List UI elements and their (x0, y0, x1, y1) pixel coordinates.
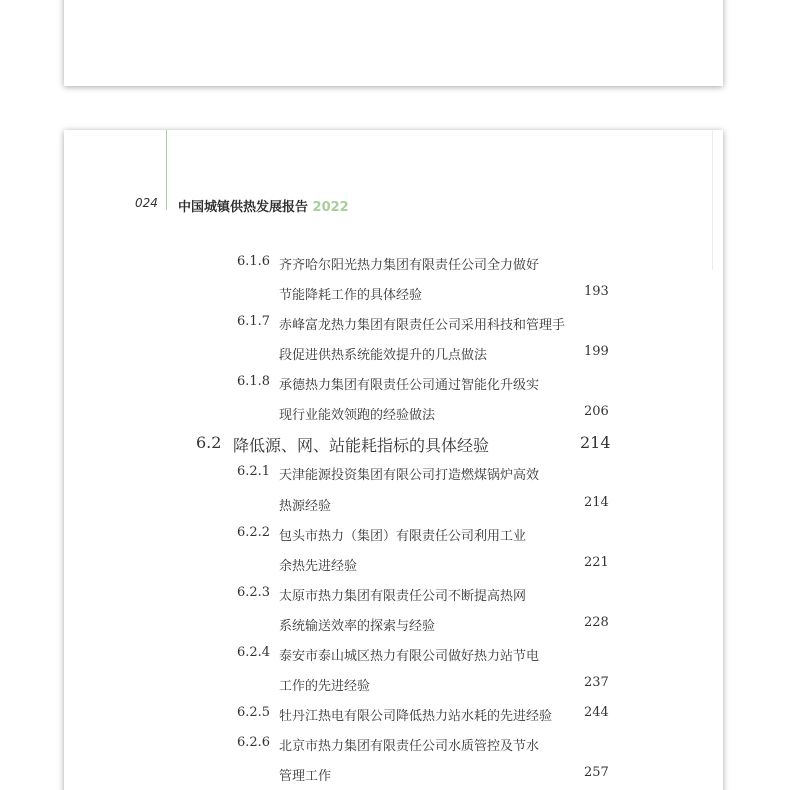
entry-title-line: 北京市热力集团有限责任公司水质管控及节水 (279, 739, 540, 754)
section-title: 降低源、网、站能耗指标的具体经验 (233, 436, 490, 455)
entry-title-line: 太原市热力集团有限责任公司不断提高热网 (279, 589, 527, 604)
entry-title-line: 赤峰富龙热力集团有限责任公司采用科技和管理手 (279, 318, 566, 333)
page-edge-line (712, 130, 713, 270)
entry-number: 6.2.4 (237, 645, 271, 660)
entry-page: 237 (584, 675, 609, 690)
entry-page: 214 (584, 495, 609, 510)
entry-page: 199 (584, 344, 609, 359)
entry-title-line: 段促进供热系统能效提升的几点做法 (279, 348, 488, 363)
entry-number: 6.1.8 (237, 374, 271, 389)
entry-number: 6.1.6 (237, 254, 271, 269)
running-head (178, 196, 349, 215)
entry-page: 221 (584, 555, 609, 570)
entry-number: 6.2.6 (237, 735, 271, 750)
report-title: 中国城镇供热发展报告 (178, 200, 309, 215)
entry-title-line: 泰安市泰山城区热力有限公司做好热力站节电 (279, 649, 540, 664)
previous-page (64, 0, 723, 86)
entry-page: 193 (584, 284, 609, 299)
entry-number: 6.2.5 (237, 705, 271, 720)
entry-page: 257 (584, 765, 609, 780)
entry-title-line: 现行业能效领跑的经验做法 (279, 408, 436, 423)
entry-title-line: 牡丹江热电有限公司降低热力站水耗的先进经验 (279, 709, 553, 724)
entry-number: 6.1.7 (237, 314, 271, 329)
page-number: 024 (135, 196, 158, 210)
current-page (64, 130, 723, 790)
entry-page: 244 (584, 705, 609, 720)
section-page: 214 (580, 433, 611, 452)
entry-title-line: 天津能源投资集团有限公司打造燃煤锅炉高效 (279, 468, 540, 483)
entry-title-line: 齐齐哈尔阳光热力集团有限责任公司全力做好 (279, 258, 540, 273)
entry-page: 206 (584, 404, 609, 419)
entry-title-line: 包头市热力（集团）有限责任公司利用工业 (279, 529, 527, 544)
entry-number: 6.2.3 (237, 585, 271, 600)
entry-title-line: 系统输送效率的探索与经验 (279, 619, 436, 634)
entry-title-line: 承德热力集团有限责任公司通过智能化升级实 (279, 378, 540, 393)
section-number: 6.2 (196, 433, 222, 452)
entry-number: 6.2.1 (237, 464, 271, 479)
header-divider (166, 130, 167, 210)
entry-title-line: 管理工作 (279, 769, 332, 784)
entry-title-line: 余热先进经验 (279, 559, 358, 574)
entry-title-line: 热源经验 (279, 499, 332, 514)
entry-number: 6.2.2 (237, 525, 271, 540)
entry-title-line: 节能降耗工作的具体经验 (279, 288, 423, 303)
report-year: 2022 (312, 200, 349, 215)
entry-title-line: 工作的先进经验 (279, 679, 371, 694)
entry-page: 228 (584, 615, 609, 630)
